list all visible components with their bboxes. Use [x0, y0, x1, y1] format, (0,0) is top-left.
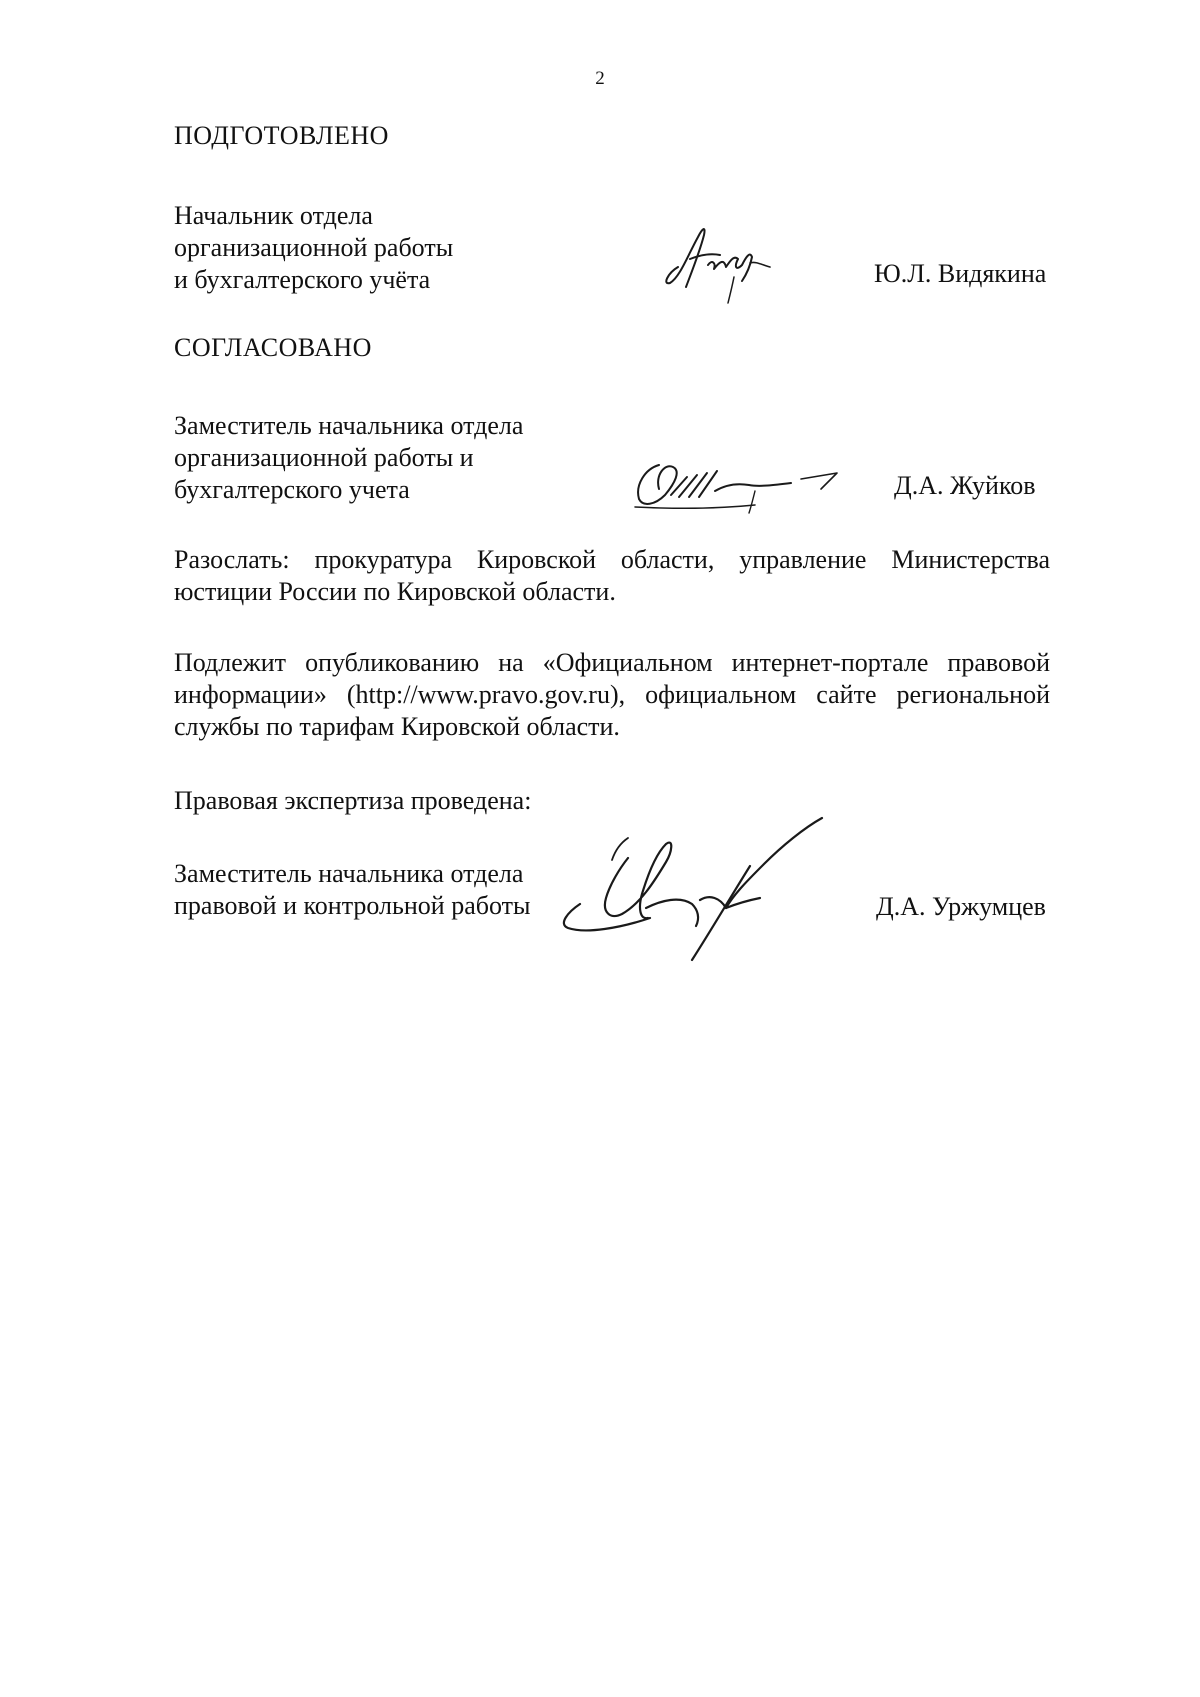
distribution-paragraph [174, 544, 1050, 608]
signature-zhuykov [625, 455, 855, 520]
prepared-position-line-3: и бухгалтерского учёта [174, 265, 431, 294]
agreed-heading: СОГЛАСОВАНО [174, 333, 372, 362]
prepared-name: Ю.Л. Видякина [874, 259, 1047, 288]
publication-line-3: службы по тарифам Кировской области. [174, 712, 620, 741]
legal-review-name: Д.А. Уржумцев [876, 892, 1046, 921]
prepared-heading: ПОДГОТОВЛЕНО [174, 121, 389, 150]
signature-vidyakina [650, 215, 790, 310]
prepared-position-line-1: Начальник отдела [174, 201, 373, 230]
signature-urzhumtsev [550, 808, 850, 968]
legal-review-position-line-2: правовой и контрольной работы [174, 891, 531, 920]
publication-paragraph [174, 647, 1050, 743]
legal-review-position-line-1: Заместитель начальника отдела [174, 859, 524, 888]
agreed-position [174, 410, 523, 506]
distribution-line-2: юстиции России по Кировской области. [174, 577, 616, 606]
legal-review-position [174, 858, 530, 922]
page-number: 2 [595, 68, 605, 89]
prepared-position-line-2: организационной работы [174, 233, 454, 262]
prepared-position [174, 200, 453, 296]
agreed-position-line-2: организационной работы и [174, 443, 474, 472]
agreed-position-line-3: бухгалтерского учета [174, 475, 410, 504]
publication-line-2: информации» (http://www.pravo.gov.ru), официальном сайте региональной [174, 680, 1050, 709]
distribution-line-1: Разослать: прокуратура Кировской области, управление Министерства [174, 545, 1050, 574]
publication-line-1: Подлежит опубликованию на «Официальном интернет-портале правовой [174, 648, 1050, 677]
agreed-position-line-1: Заместитель начальника отдела [174, 411, 524, 440]
agreed-name: Д.А. Жуйков [894, 471, 1036, 500]
legal-review-heading: Правовая экспертиза проведена: [174, 786, 532, 815]
